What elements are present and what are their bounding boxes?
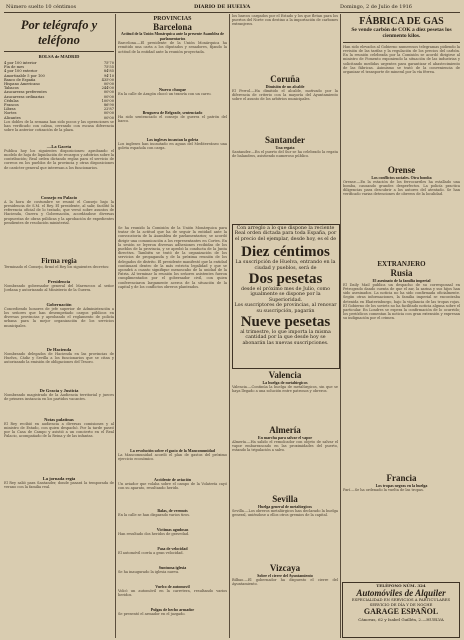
- bolsa-value: 00'00: [103, 90, 114, 95]
- ad-garage: GARAGE ESPAÑOL: [363, 607, 439, 617]
- newspaper-page: [4, 2, 460, 638]
- heading-bruguera: Bruguera de Belgrade, sentenciado: [142, 110, 203, 116]
- notice-mid3: Los suscriptores de provincias, al renovar su suscripción, pagarán: [234, 303, 337, 314]
- heading-iglesia: Suntuosa iglesia: [158, 565, 187, 570]
- heading-victimas: Victimas agudosas: [156, 527, 189, 532]
- ad-line1: ESPECIALIDAD EN SERVICIOS A PARTICULARES: [351, 597, 451, 602]
- price-month: Dos pesetas: [248, 271, 323, 288]
- section-title: Por telégrafo y teléfono: [20, 18, 98, 47]
- heading-firma-regia: Firma regia: [41, 256, 77, 265]
- bolsa-label: Fin de mes: [4, 65, 25, 70]
- masthead-date: Domingo, 2 de Julio de 1916: [340, 4, 412, 10]
- bolsa-value: 22'87: [103, 107, 114, 112]
- column-1: Por telégrafo y teléfono BOLSA de MADRID 4 por 100 interior 75'70 Fin de mes 75'55 4 por 100 exterior 84'85 Amortizable 5 por 100 94'10 Banco de España 435'00 Hispano Americano 00'00 Tabacos 244'00 Azucareras preferentes 00'00 Azucareras ordinarias 00'00 Cédulas 100'00 Francos 86'90 Libras 22'87 Nortes 00'00 Alicantes 00'00 Los dobles de la semana han sido pocos y las operaciones se han verificado con calma, cerrando con escasa diferencia sobre la anterior cotización de la plaza. —La Gaceta Publica hoy los siguientes disposiciones: aprobando el modelo de hoja de liquidación de recargos y arbitrios sobre la contribución; Real orden dictando reglas para el servicio de correos en los pueblos de la provincia y otras disposiciones de carácter general que interesan a los funcionarios. Consejo en Palacio A la hora de costumbre se reunió el Consejo bajo la presidencia de S.M. el Rey. El presidente, al salir, facilitó la referencia oficial de lo tratado, que versó sobre asuntos de Hacienda, Guerra y Gobernación, acordándose diversas propuestas de obras públicas y la aprobación de expedientes pendientes de resolución ministerial. Firma regia Terminado el Consejo, firmó el Rey los siguientes decretos: Presidencia Nombrando gobernador general del Marruecos al señor Jordana y autorizando al Ministerio de la Guerra. Gobernación Concediendo honores de jefe superior de Administración a los señores que han desempeñado cargos públicos en diversas provincias y aprobando el reglamento de policía urbana para la mejor organización de los servicios municipales. De Hacienda Nombrando delegados de Hacienda en las provincias de Huelva, Cádiz y Sevilla a los funcionarios que se citan y autorizando la emisión de obligaciones del Tesoro. De Gracia y Justicia Nombrando magistrado de la Audiencia territorial y jueces de primera instancia en los partidos vacantes. Notas palatinas El Rey recibió en audiencia a diversas comisiones y al ministro de Estado, con quien despachó. Por la tarde paseó por la Casa de Campo y asistió a un concierto en el Real Palacio, acompañado de la Reina y de las infantas. La jornada regia El Rey salió para Santander, donde pasará la temporada de verano con la familia real.: [4, 18, 114, 490]
- bolsa-label: Alicantes: [4, 115, 21, 120]
- heading-santander-sub: Una regata: [275, 145, 295, 150]
- masthead-title: DIARIO DE HUELVA: [194, 4, 251, 10]
- masthead-left: Número suelto 10 céntimos: [6, 4, 77, 10]
- bolsa-value: 435'00: [101, 77, 114, 82]
- heading-notas-palatinas: Notas palatinas: [44, 416, 74, 422]
- column-rule-1: [115, 14, 116, 638]
- heading-barcelona-sub: Actitud de la Unión Monárquica ante la presente Asamblea de parlamentarios: [120, 32, 225, 41]
- price-quarter: Nueve pesetas: [240, 314, 331, 331]
- bolsa-label: Azucareras preferentes: [4, 90, 47, 95]
- heading-valencia-sub: La huelga de metalúrgicos: [262, 380, 308, 385]
- heading-coruna-sub: Dimisión de un alcalde: [265, 84, 305, 89]
- bolsa-value: 86'90: [103, 103, 114, 108]
- heading-almeria: Almería: [269, 425, 301, 435]
- bolsa-value: 244'00: [101, 86, 114, 91]
- heading-orense-sub: Los conflictos sociales. Otra bomba: [371, 174, 432, 180]
- ad-line2: SERVICIO DE DÍA Y DE NOCHE: [369, 601, 433, 607]
- heading-gracia-justicia: De Gracia y Justicia: [39, 387, 79, 393]
- bolsa-value: 75'55: [103, 65, 114, 70]
- heading-coruna: Coruña: [270, 74, 300, 84]
- bolsa-label: Amortizable 5 por 100: [4, 73, 45, 78]
- bolsa-label: Tabacos: [4, 86, 19, 91]
- heading-provincias: PROVINCIAS: [153, 16, 192, 22]
- heading-nuevo-choque: Nuevo choque: [158, 87, 187, 93]
- bolsa-value: 100'00: [101, 98, 114, 103]
- heading-extranjero: EXTRANJERO: [377, 259, 426, 268]
- column-2-bottom: La revolución sobre el gasto de la Mancomunidad La Mancomunidad acordó el plan de gastos del próximo ejercicio económico. Accidente de aviación Un aviador que volaba sobre el campo de la Volatería cayó con su aparato, resultando herido. Balas, de vermuts En la calle se han disparado varios tiros. Victimas agudosas Han resultado dos heridos de gravedad. Pasa de velocidad El automóvil corría a gran velocidad. Suntuosa iglesia Se ha inaugurado la iglesia nueva. Vuelco de automovil Volcó un automóvil en la carretera, resultando varios heridos. Pulgas de hecho armador Se presentó el armador en el juzgado.: [118, 448, 227, 616]
- masthead: [4, 2, 460, 13]
- heading-presidencia: Presidencia: [47, 278, 71, 284]
- column-rule-2: [229, 14, 230, 638]
- bolsa-value: 00'00: [103, 115, 114, 120]
- heading-ingleses: Los ingleses incautan la goleta: [146, 137, 199, 143]
- bolsa-heading: BOLSA de MADRID: [38, 54, 80, 59]
- heading-accidente-aviacion: Accidente de aviación: [153, 477, 192, 482]
- heading-rusia: Rusia: [390, 267, 413, 278]
- ad-brand: Automóviles de Alquiler: [356, 588, 446, 598]
- bolsa-value: 84'85: [103, 69, 114, 74]
- notice-outro: al trimestre, lo que importa la misma cantidad por la que desde hoy se abonarán las nuevas suscripciones.: [240, 330, 331, 346]
- bolsa-label: Nortes: [4, 111, 17, 116]
- heading-revolucion: La revolución sobre el gasto de la Mancomunidad: [130, 448, 215, 453]
- heading-vizcaya-sub: Sobre el cierre del Ayuntamiento: [257, 573, 313, 578]
- heading-consejo: Consejo en Palacio: [40, 194, 78, 200]
- bolsa-label: 4 por 100 interior: [4, 61, 37, 65]
- bolsa-table: [4, 61, 114, 120]
- bolsa-label: Francos: [4, 103, 19, 108]
- heading-hacienda: De Hacienda: [46, 346, 72, 352]
- price-issue: Diez céntimos: [241, 244, 330, 261]
- heading-vizcaya: Vizcaya: [269, 563, 301, 573]
- heading-gobernacion: Gobernación: [46, 301, 72, 307]
- bolsa-value: 94'10: [103, 73, 114, 78]
- bolsa-label: Libras: [4, 107, 16, 112]
- heading-pasa: Pasa de velocidad: [157, 546, 188, 551]
- notice-mid: La suscripción de Huelva, entrando en la ciudad y pueblos, será de: [235, 260, 336, 271]
- heading-barcelona: Barcelona: [153, 22, 192, 32]
- heading-balas: Balas, de vermuts: [157, 508, 188, 513]
- gas-factory-title: FÁBRICA DE GAS: [359, 16, 444, 27]
- bolsa-label: 4 por 100 exterior: [4, 69, 38, 74]
- bolsa-value: 00'00: [103, 94, 114, 99]
- heading-santander: Santander: [264, 135, 305, 145]
- notice-mid2: desde el próximo mes de Julio, como igualmente se dispone por la Superioridad.: [241, 287, 330, 303]
- price-notice: [234, 226, 337, 365]
- ad-telefono: TELÉFONO NÚM. 324: [376, 583, 426, 588]
- column-2-middle: Se ha reunido la Comisión de la Unión Monárquica para tratar de la actitud que ha de seguir la entidad ante la convocatoria de la Asamblea de parlamentarios; se acordó dirigir una comunicación a los representantes en Cortes. En la sesión se leyeron diversas adhesiones recibidas de los pueblos de la provincia, y se aprobó la conducta de la Junta directiva. También se trató de la organización de los servicios de propaganda y de la próxima reunión de los delegados de distrito. El presidente manifestó que la entidad continuará dentro de la más estricta legalidad y que se opondrá a cuanto signifique menoscabo de la unidad de la Patria. Al terminar la reunión los señores asistentes fueron cumplimentados por el gobernador civil, con quien conferenciaron largamente acerca de la situación de la capital y de los conflictos obreros planteados.: [118, 226, 227, 289]
- bolsa-label: Banco de España: [4, 77, 36, 82]
- column-2-top: PROVINCIAS Barcelona Actitud de la Unión Monárquica ante la presente Asamblea de parlamentarios Barcelona.—El presidente de la Unión Monárquica ha remitido una carta a los diputados y senadores, fijando la actitud de la entidad ante la reunión proyectada. Nuevo choque En la calle de Aragón chocó un tranvía con un carro. Bruguera de Belgrade, sentenciado Ha sido sentenciado el consejo de guerra el patrón del barco. Los ingleses incautan la goleta Los ingleses han incautado en aguas del Mediterráneo una goleta española con carga.: [118, 16, 227, 151]
- bolsa-value: 00'00: [103, 82, 114, 87]
- bolsa-label: Cédulas: [4, 98, 19, 103]
- heading-pulgas: Pulgas de hecho armador: [150, 607, 195, 612]
- heading-vuelco: Vuelco de automovil: [155, 584, 190, 589]
- bolsa-value: 75'70: [103, 61, 114, 65]
- column-3-bottom: Valencia La huelga de metalúrgicos Valencia.—Continúa la huelga de metalúrgicos, sin que se haya llegado a una solución entre patronos y obreros. Almería En marcha para salvar el vapor Almería.—Ha salido el remolcador con objeto de salvar el vapor embarrancado en las proximidades del puerto, estando la tripulación a salvo. Sevilla Huelga general de metalúrgicos Sevilla.—Los obreros metalúrgicos han declarado la huelga general, uniéndose a ellos otros gremios de la capital. Vizcaya Sobre el cierre del Ayuntamiento Bilbao.—El gobernador ha dispuesto el cierre del Ayuntamiento.: [232, 370, 338, 587]
- heading-almeria-sub: En marcha para salvar el vapor: [257, 435, 313, 440]
- column-4: FÁBRICA DE GAS Se vende carbón de COK a diez pesetas los cienmento kilos. Han sido elevados al Gobierno numerosos telegramas pidiendo la revisión de las tarifas y la regulación de los precios del carbón. En la reunión celebrada por la Comisión se acordó dirigirse al ministro de Fomento exponiendo la situación de las industrias y solicitando medidas urgentes para garantizar el abastecimiento de las fábricas. Asimismo se trató de la conveniencia de organizar el transporte de mineral por la vía férrea. Orense Los conflictos sociales. Otra bomba Orense.—En la estación de los ferrocarriles ha estallado una bomba, causando grandes desperfectos. La policía practica diligencias para descubrir a los autores del atentado. Se han verificado varias detenciones de obreros de la localidad. EXTRANJERO Rusia El asesinato de la familia imperial El Daily Mail publica un despacho de su corresponsal en Petrogrado dando cuenta de que el zar, la zarina y sus hijos han sido asesinados. La noticia no ha sido confirmada oficialmente. Según otras informaciones, la familia imperial se encontraba detenida en Ekaterinburgo, bajo la vigilancia de las tropas rojas. El Gobierno de los soviets no ha facilitado noticia alguna sobre el particular. En Londres se espera la confirmación de lo ocurrido; los periódicos comentan la noticia con gran extensión y expresan su indignación por el crimen. Francia Los tropas negras en la huelga Parí.—Se ha ordenado la vuelta de las tropas.: [343, 16, 460, 492]
- bolsa-label: Azucareras ordinarias: [4, 94, 45, 99]
- heading-gaceta: —La Gaceta: [46, 143, 72, 149]
- heading-orense: Orense: [387, 164, 416, 175]
- bolsa-label: Hispano Americano: [4, 82, 40, 87]
- column-rule-3: [340, 14, 341, 638]
- heading-jornada-regia: La jornada regia: [42, 475, 76, 481]
- heading-francia-sub: Los tropas negras en la huelga: [375, 482, 428, 488]
- advertisement: [342, 582, 460, 638]
- notice-intro: Con arreglo a lo que dispone la reciente Real orden dictada para toda España, por el precio del ejemplar, desde hoy, es el de: [234, 226, 337, 242]
- column-3-top: los barcos cargados por el Estado y los que fletan para los puertos del Norte con destino a la importación de carbones extranjeros. Coruña Dimisión de un alcalde El Ferrol.—Ha dimitido el alcalde, motivado por la diferencia de criterio con la mayoría del Ayuntamiento sobre el asunto de los arbitrios municipales. Santander Una regata Santander.—En el puerto del Sur se ha celebrado la regata de balandros, asistiendo numeroso público.: [232, 14, 338, 159]
- heading-sevilla-sub: Huelga general de metalúrgicos: [258, 504, 312, 509]
- heading-valencia: Valencia: [268, 370, 302, 380]
- heading-francia: Francia: [386, 472, 417, 483]
- bolsa-value: 00'00: [103, 111, 114, 116]
- ad-address: Cánovas, 62 y Isabel Guillén, 2.—HUELVA: [358, 617, 444, 623]
- heading-rusia-sub: El asesinato de la familia imperial: [372, 277, 431, 283]
- heading-sevilla: Sevilla: [272, 494, 298, 504]
- gas-factory-subtitle: Se vende carbón de COK a diez pesetas los cienmento kilos.: [351, 27, 452, 40]
